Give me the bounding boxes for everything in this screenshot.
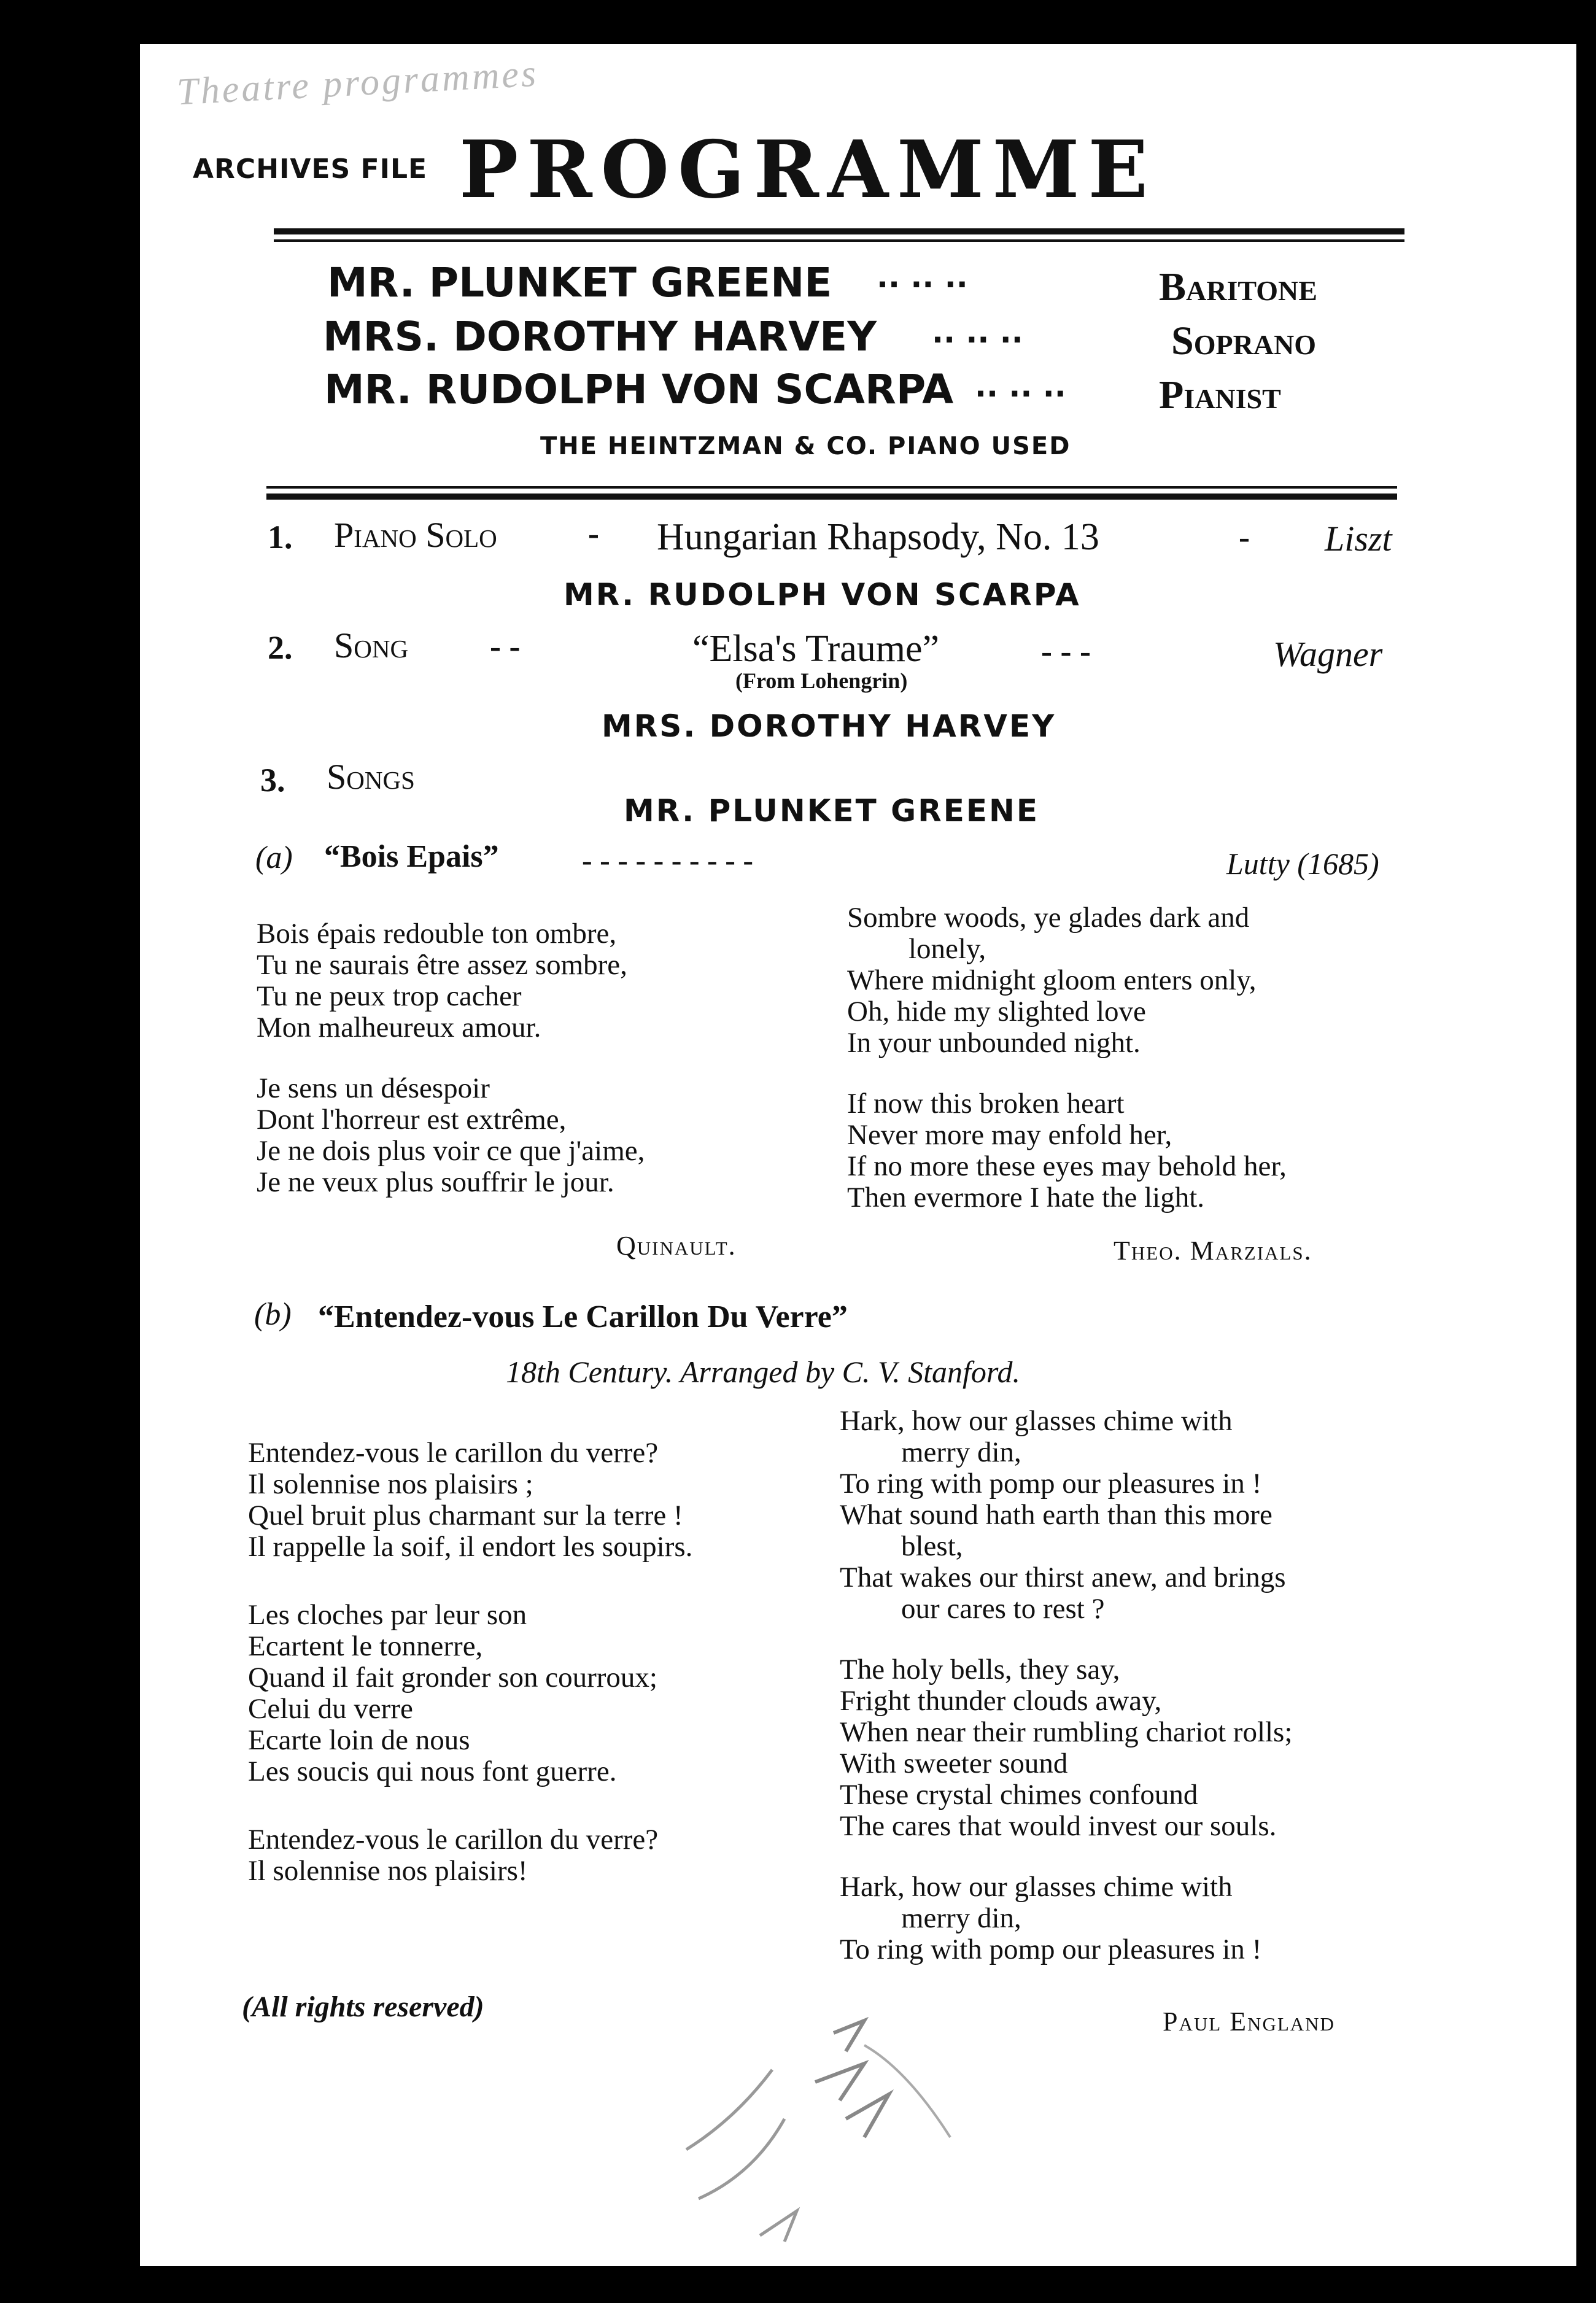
lyric-line: Je ne dois plus voir ce que j'aime, [257,1135,645,1167]
pencil-marks [662,1996,981,2254]
item-performer: MR. PLUNKET GREENE [624,793,1040,829]
lyric-line: Je ne veux plus souffrir le jour. [257,1166,614,1198]
performer-name: MRS. DOROTHY HARVEY [323,313,877,360]
programme-title: PROGRAMME [459,124,1157,216]
lyric-line: Never more may enfold her, [847,1119,1172,1151]
lyric-line: When near their rumbling chariot rolls; [840,1716,1293,1748]
lyric-line: If no more these eyes may behold her, [847,1150,1287,1182]
english-author: Paul England [1163,2007,1335,2037]
item-number: 1. [268,519,293,555]
item-number: 3. [260,762,285,799]
item-composer: Wagner [1273,634,1383,674]
item-dash: - [588,515,599,552]
lyric-line: Sombre woods, ye glades dark and [847,902,1250,934]
song-b-arrangement: 18th Century. Arranged by C. V. Stanford. [506,1355,1020,1389]
handwritten-note: Theatre programmes [176,52,540,114]
lyric-line: Where midnight gloom enters only, [847,964,1257,996]
item-dash: - [1239,519,1250,555]
programme-sheet [140,44,1576,2266]
lyric-line: Quel bruit plus charmant sur la terre ! [248,1500,683,1531]
lyric-line: Oh, hide my slighted love [847,996,1146,1028]
item-dash: - - - [1041,633,1091,670]
lyric-line: Les soucis qui nous font guerre. [248,1755,617,1787]
lyric-line: Hark, how our glasses chime with [840,1871,1233,1903]
lyric-line: Mon malheureux amour. [257,1012,541,1043]
lyric-line: Entendez-vous le carillon du verre? [248,1824,659,1856]
lyric-line: Tu ne peux trop cacher [257,980,522,1012]
lyric-line: That wakes our thirst anew, and brings [840,1562,1286,1593]
lyric-line: Les cloches par leur son [248,1599,527,1631]
english-author: Theo. Marzials. [1114,1236,1312,1266]
song-a-composer [1226,846,1379,881]
song-b-label: (b) [254,1297,292,1332]
lyric-line: The cares that would invest our souls. [840,1810,1277,1842]
lyric-line: merry din, [901,1436,1021,1468]
lyric-line: What sound hath earth than this more [840,1499,1273,1531]
composer-year: (1685) [1297,846,1379,881]
item-type: Songs [327,757,415,797]
song-a-dashes: - - - - - - - - - - [582,843,754,877]
top-rule-thin [274,239,1404,242]
lyric-line: Celui du verre [248,1693,413,1725]
lyric-line: To ring with pomp our pleasures in ! [840,1468,1262,1500]
item-type: Piano Solo [334,515,497,555]
lyric-line: blest, [901,1530,963,1562]
lyric-line: our cares to rest ? [901,1593,1105,1625]
item-performer: MR. RUDOLPH VON SCARPA [564,577,1081,613]
lyric-line: To ring with pomp our pleasures in ! [840,1933,1262,1965]
item-subtitle: (From Lohengrin) [735,668,908,693]
item-title: “Elsa's Traume” [692,628,940,670]
archives-stamp: ARCHIVES FILE [193,153,428,185]
lyric-line: In your unbounded night. [847,1027,1141,1059]
lyric-line: Dont l'horreur est extrême, [257,1104,567,1136]
item-type: Song [334,625,409,665]
song-b-title: “Entendez-vous Le Carillon Du Verre” [318,1299,848,1334]
item-composer: Liszt [1325,519,1392,559]
lyric-line: Quand il fait gronder son courroux; [248,1662,657,1693]
lyric-line: If now this broken heart [847,1088,1125,1120]
lyric-line: Hark, how our glasses chime with [840,1405,1233,1437]
dot-leader: .. .. .. [932,314,1023,350]
lyric-line: Il solennise nos plaisirs ; [248,1468,533,1500]
lyric-line: Then evermore I hate the light. [847,1182,1205,1213]
performer-name: MR. RUDOLPH VON SCARPA [324,366,954,413]
lyric-line: Je sens un désespoir [257,1072,490,1104]
song-a-title: “Bois Epais” [324,839,499,874]
item-title: Hungarian Rhapsody, No. 13 [657,516,1099,558]
song-a-english-lyrics [847,902,1287,1213]
song-b-french-lyrics [248,1438,692,1887]
song-b-english-lyrics [840,1406,1292,1965]
lyric-line: merry din, [901,1902,1021,1934]
item-number: 2. [268,629,293,666]
lyric-line: Bois épais redouble ton ombre, [257,918,617,950]
item-dash: - - [490,628,521,665]
song-a-label: (a) [255,840,293,875]
lyric-line: Ecartent le tonnerre, [248,1630,483,1662]
performer-role: Baritone [1159,265,1317,309]
mid-rule-thick [266,494,1397,500]
composer-name: Lutty [1226,846,1290,881]
piano-note: THE HEINTZMAN & CO. PIANO USED [540,432,1071,460]
dot-leader: .. .. .. [877,259,968,295]
performer-role: Soprano [1171,319,1317,363]
top-rule-thick [274,228,1404,234]
lyric-line: Il rappelle la soif, il endort les soupirs. [248,1531,693,1563]
lyric-line: Ecarte loin de nous [248,1724,470,1756]
performer-role: Pianist [1159,373,1281,417]
lyric-line: The holy bells, they say, [840,1654,1120,1686]
mid-rule-thin [266,486,1397,489]
song-a-french-lyrics [257,918,645,1198]
lyric-line: With sweeter sound [840,1748,1068,1779]
dot-leader: .. .. .. [975,368,1066,404]
lyric-line: Fright thunder clouds away, [840,1685,1162,1717]
french-author: Quinault. [616,1231,737,1261]
lyric-line: lonely, [908,933,986,965]
lyric-line: Entendez-vous le carillon du verre? [248,1437,659,1469]
rights-notice: (All rights reserved) [242,1991,484,2023]
lyric-line: Tu ne saurais être assez sombre, [257,949,627,981]
item-performer: MRS. DOROTHY HARVEY [602,708,1056,744]
performer-name: MR. PLUNKET GREENE [327,259,832,306]
lyric-line: These crystal chimes confound [840,1779,1198,1811]
lyric-line: Il solennise nos plaisirs! [248,1855,528,1887]
